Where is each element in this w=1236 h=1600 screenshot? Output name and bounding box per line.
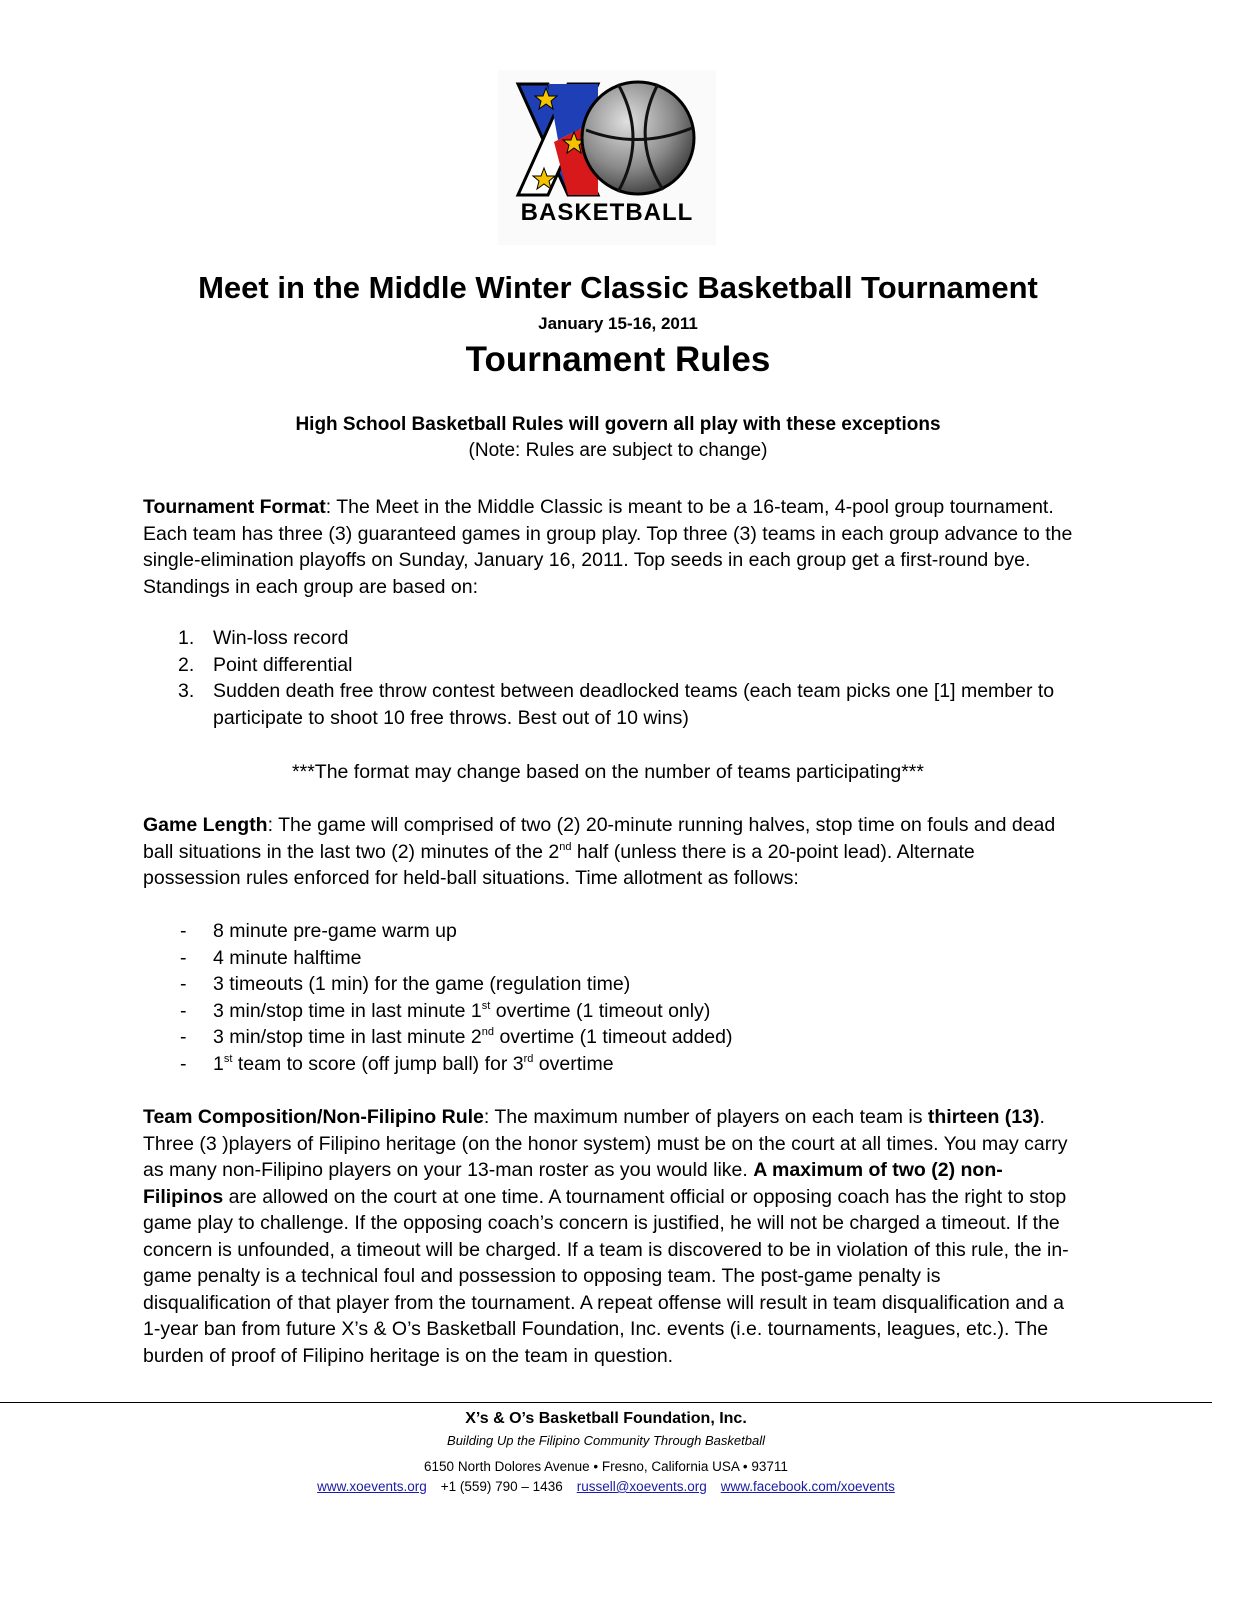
standings-list-section — [143, 625, 1073, 731]
list-item: - 3 min/stop time in last minute 2nd overtime (1 timeout added) — [180, 1026, 733, 1048]
standings-list — [143, 625, 1073, 731]
list-item: 3. Sudden death free throw contest between deadlocked teams (each team picks one [1] member to participate to shoot 10 free throws. Best out of 10 wins) — [178, 680, 1055, 729]
tournament-dates: January 15-16, 2011 — [538, 314, 698, 333]
time-allotment-list — [143, 918, 1073, 1077]
logo-wordmark: BASKETBALL — [520, 199, 694, 226]
footer-org-name: X’s & O’s Basketball Foundation, Inc. — [465, 1410, 747, 1427]
tournament-format-paragraph — [143, 494, 1073, 600]
phone-number: +1 (559) 790 – 1436 — [440, 1479, 563, 1494]
basketball-icon — [582, 82, 694, 194]
game-length-paragraph: Game Length: The game will comprised of two (2) 20-minute running halves, stop time on fouls and dead ball situations in the last two (2) minutes of the 2nd half (unless there is a 20-point lead). Alternate possession rules enforced for held-ball situations. Time allotment as follows: — [143, 814, 1056, 889]
footer-divider — [0, 1402, 1212, 1403]
email-link[interactable]: russell@xoevents.org — [576, 1479, 707, 1494]
footer-tagline: Building Up the Filipino Community Through Basketball — [447, 1433, 765, 1448]
format-change-note: ***The format may change based on the number of teams participating*** — [292, 761, 924, 783]
list-item: - 3 min/stop time in last minute 1st overtime (1 timeout only) — [180, 999, 711, 1022]
list-item: 1. Win-loss record — [178, 627, 349, 649]
governing-rules: High School Basketball Rules will govern all play with these exceptions — [295, 414, 941, 435]
logo-graphic — [498, 70, 716, 245]
rules-heading: Tournament Rules — [465, 340, 771, 379]
website-link[interactable]: www.xoevents.org — [317, 1479, 427, 1494]
tournament-format-label: Tournament Format — [143, 496, 326, 518]
list-item: - 1st team to score (off jump ball) for 3rd overtime — [180, 1052, 614, 1075]
tournament-format-section — [143, 494, 1073, 600]
game-length-label: Game Length — [143, 814, 268, 836]
game-length-section — [143, 812, 1073, 892]
rules-note: (Note: Rules are subject to change) — [468, 440, 768, 461]
footer-contacts — [0, 1479, 1212, 1494]
list-item: 2. Point differential — [178, 653, 353, 676]
list-item: - 8 minute pre-game warm up — [180, 920, 457, 942]
team-composition-label: Team Composition/Non-Filipino Rule — [143, 1106, 484, 1128]
page-title: Meet in the Middle Winter Classic Basketball Tournament — [198, 270, 1038, 305]
team-composition-section — [143, 1104, 1073, 1369]
x-o-basketball-logo — [498, 70, 716, 245]
facebook-link[interactable]: www.facebook.com/xoevents — [720, 1479, 895, 1494]
list-item: - 4 minute halftime — [180, 946, 362, 969]
time-allotment-section — [143, 918, 1073, 1077]
tournament-format-text: : The Meet in the Middle Classic is meant to be a 16-team, 4-pool group tournament. Each team has three (3) guaranteed games in group play. Top three (3) teams in each group advance to the single-elimination playoffs on Sunday, January 16, 2011. Top seeds in each group get a first-round bye. Standings in each group are based on: — [143, 496, 1073, 598]
footer-address: 6150 North Dolores Avenue • Fresno, California USA • 93711 — [424, 1459, 788, 1474]
team-composition-paragraph: Team Composition/Non-Filipino Rule: The maximum number of players on each team is thirteen (13). Three (3 )players of Filipino heritage (on the honor system) must be on the court at all times. You may carry as many non-Filipino players on your 13-man roster as you would like. A maximum of two (2) non-Filipinos are allowed on the court at one time. A tournament official or opposing coach has the right to stop game play to challenge. If the opposing coach’s concern is justified, he will not be charged a timeout. If the concern is unfounded, a timeout will be charged. If a team is discovered to be in violation of this rule, the in-game penalty is a technical foul and possession to opposing team. The post-game penalty is disqualification of that player from the tournament. A repeat offense will result in team disqualification and a 1-year ban from future X’s & O’s Basketball Foundation, Inc. events (i.e. tournaments, leagues, etc.). The burden of proof of Filipino heritage is on the team in question. — [143, 1106, 1069, 1367]
list-item: - 3 timeouts (1 min) for the game (regulation time) — [180, 973, 631, 995]
